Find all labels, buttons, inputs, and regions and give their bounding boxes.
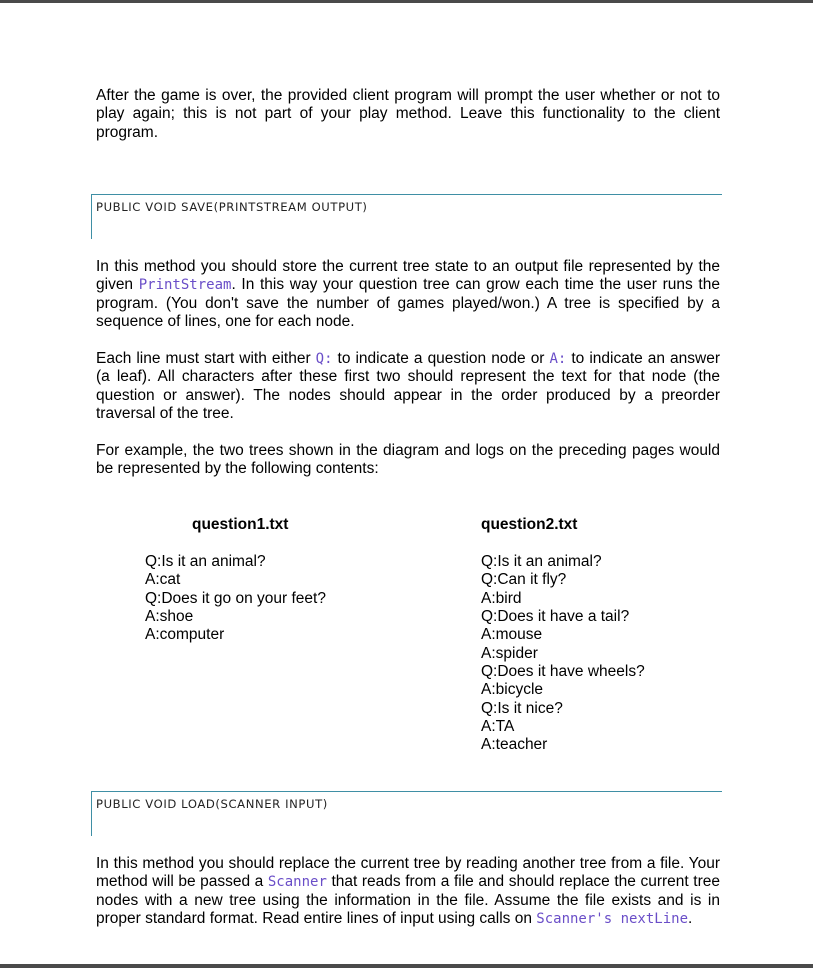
load-section-title: PUBLIC VOID LOAD(SCANNER INPUT) [96,797,328,811]
file-line: A:shoe [145,608,194,626]
file-line: A:computer [145,626,225,644]
a-prefix-code: A: [549,351,567,367]
scanner-nextline-code: Scanner's nextLine [536,910,688,927]
file-line: A:cat [145,571,181,589]
bottom-border [0,964,813,968]
file2-lines [481,553,645,755]
top-border [0,0,813,3]
file-line: Q:Is it nice? [481,699,563,717]
load-section-header [91,791,722,836]
file1-title: question1.txt [192,516,289,533]
scanner-code: Scanner [267,874,327,891]
q-prefix-code: Q: [315,351,333,367]
file-line: A:bicycle [481,681,544,699]
file-line: A:bird [481,589,522,607]
file-line: Q:Does it have a tail? [481,608,630,626]
save-paragraph-2: Each line must start with either Q: to indicate a question node or A: to indicate an answer (a leaf). All characters after these first two should represent the text for that node (the question or answer). The nodes should appear in the order produced by a preorder traversal of the tree. [96,350,720,422]
save-paragraph-1: In this method you should store the current tree state to an output file represented by the given PrintStream. In this way your question tree can grow each time the user runs the program. (You don't save the number of games played/won.) A tree is specified by a sequence of lines, one for each node. [96,258,720,330]
file-line: A:TA [481,718,515,736]
file-line: A:spider [481,644,538,662]
printstream-code: PrintStream [138,277,232,294]
save-paragraph-3: For example, the two trees shown in the diagram and logs on the preceding pages would be represented by the following contents: [96,442,720,478]
file-line: Q:Is it an animal? [481,553,602,570]
save-section-header [91,194,722,239]
file-line: A:mouse [481,626,543,644]
file1-lines [145,553,326,645]
file-line: Q:Does it go on your feet? [145,589,326,607]
file-line: Q:Is it an animal? [145,553,266,570]
file-line: A:teacher [481,736,548,754]
intro-paragraph: After the game is over, the provided client program will prompt the user whether or not to play again; this is not part of your play method. Leave this functionality to the client program. [96,87,720,141]
file-line: Q:Does it have wheels? [481,663,645,681]
file-line: Q:Can it fly? [481,571,567,589]
load-paragraph-1: In this method you should replace the current tree by reading another tree from a file. Your method will be passed a Scanner that reads from a file and should replace the current tree nodes with a new tree using the information in the file. Assume the file exists and is in proper standard format. Read entire lines of input using calls on Scanner's nextLine. [96,855,720,927]
save-section-title: PUBLIC VOID SAVE(PRINTSTREAM OUTPUT) [96,200,368,214]
file2-title: question2.txt [481,516,578,533]
